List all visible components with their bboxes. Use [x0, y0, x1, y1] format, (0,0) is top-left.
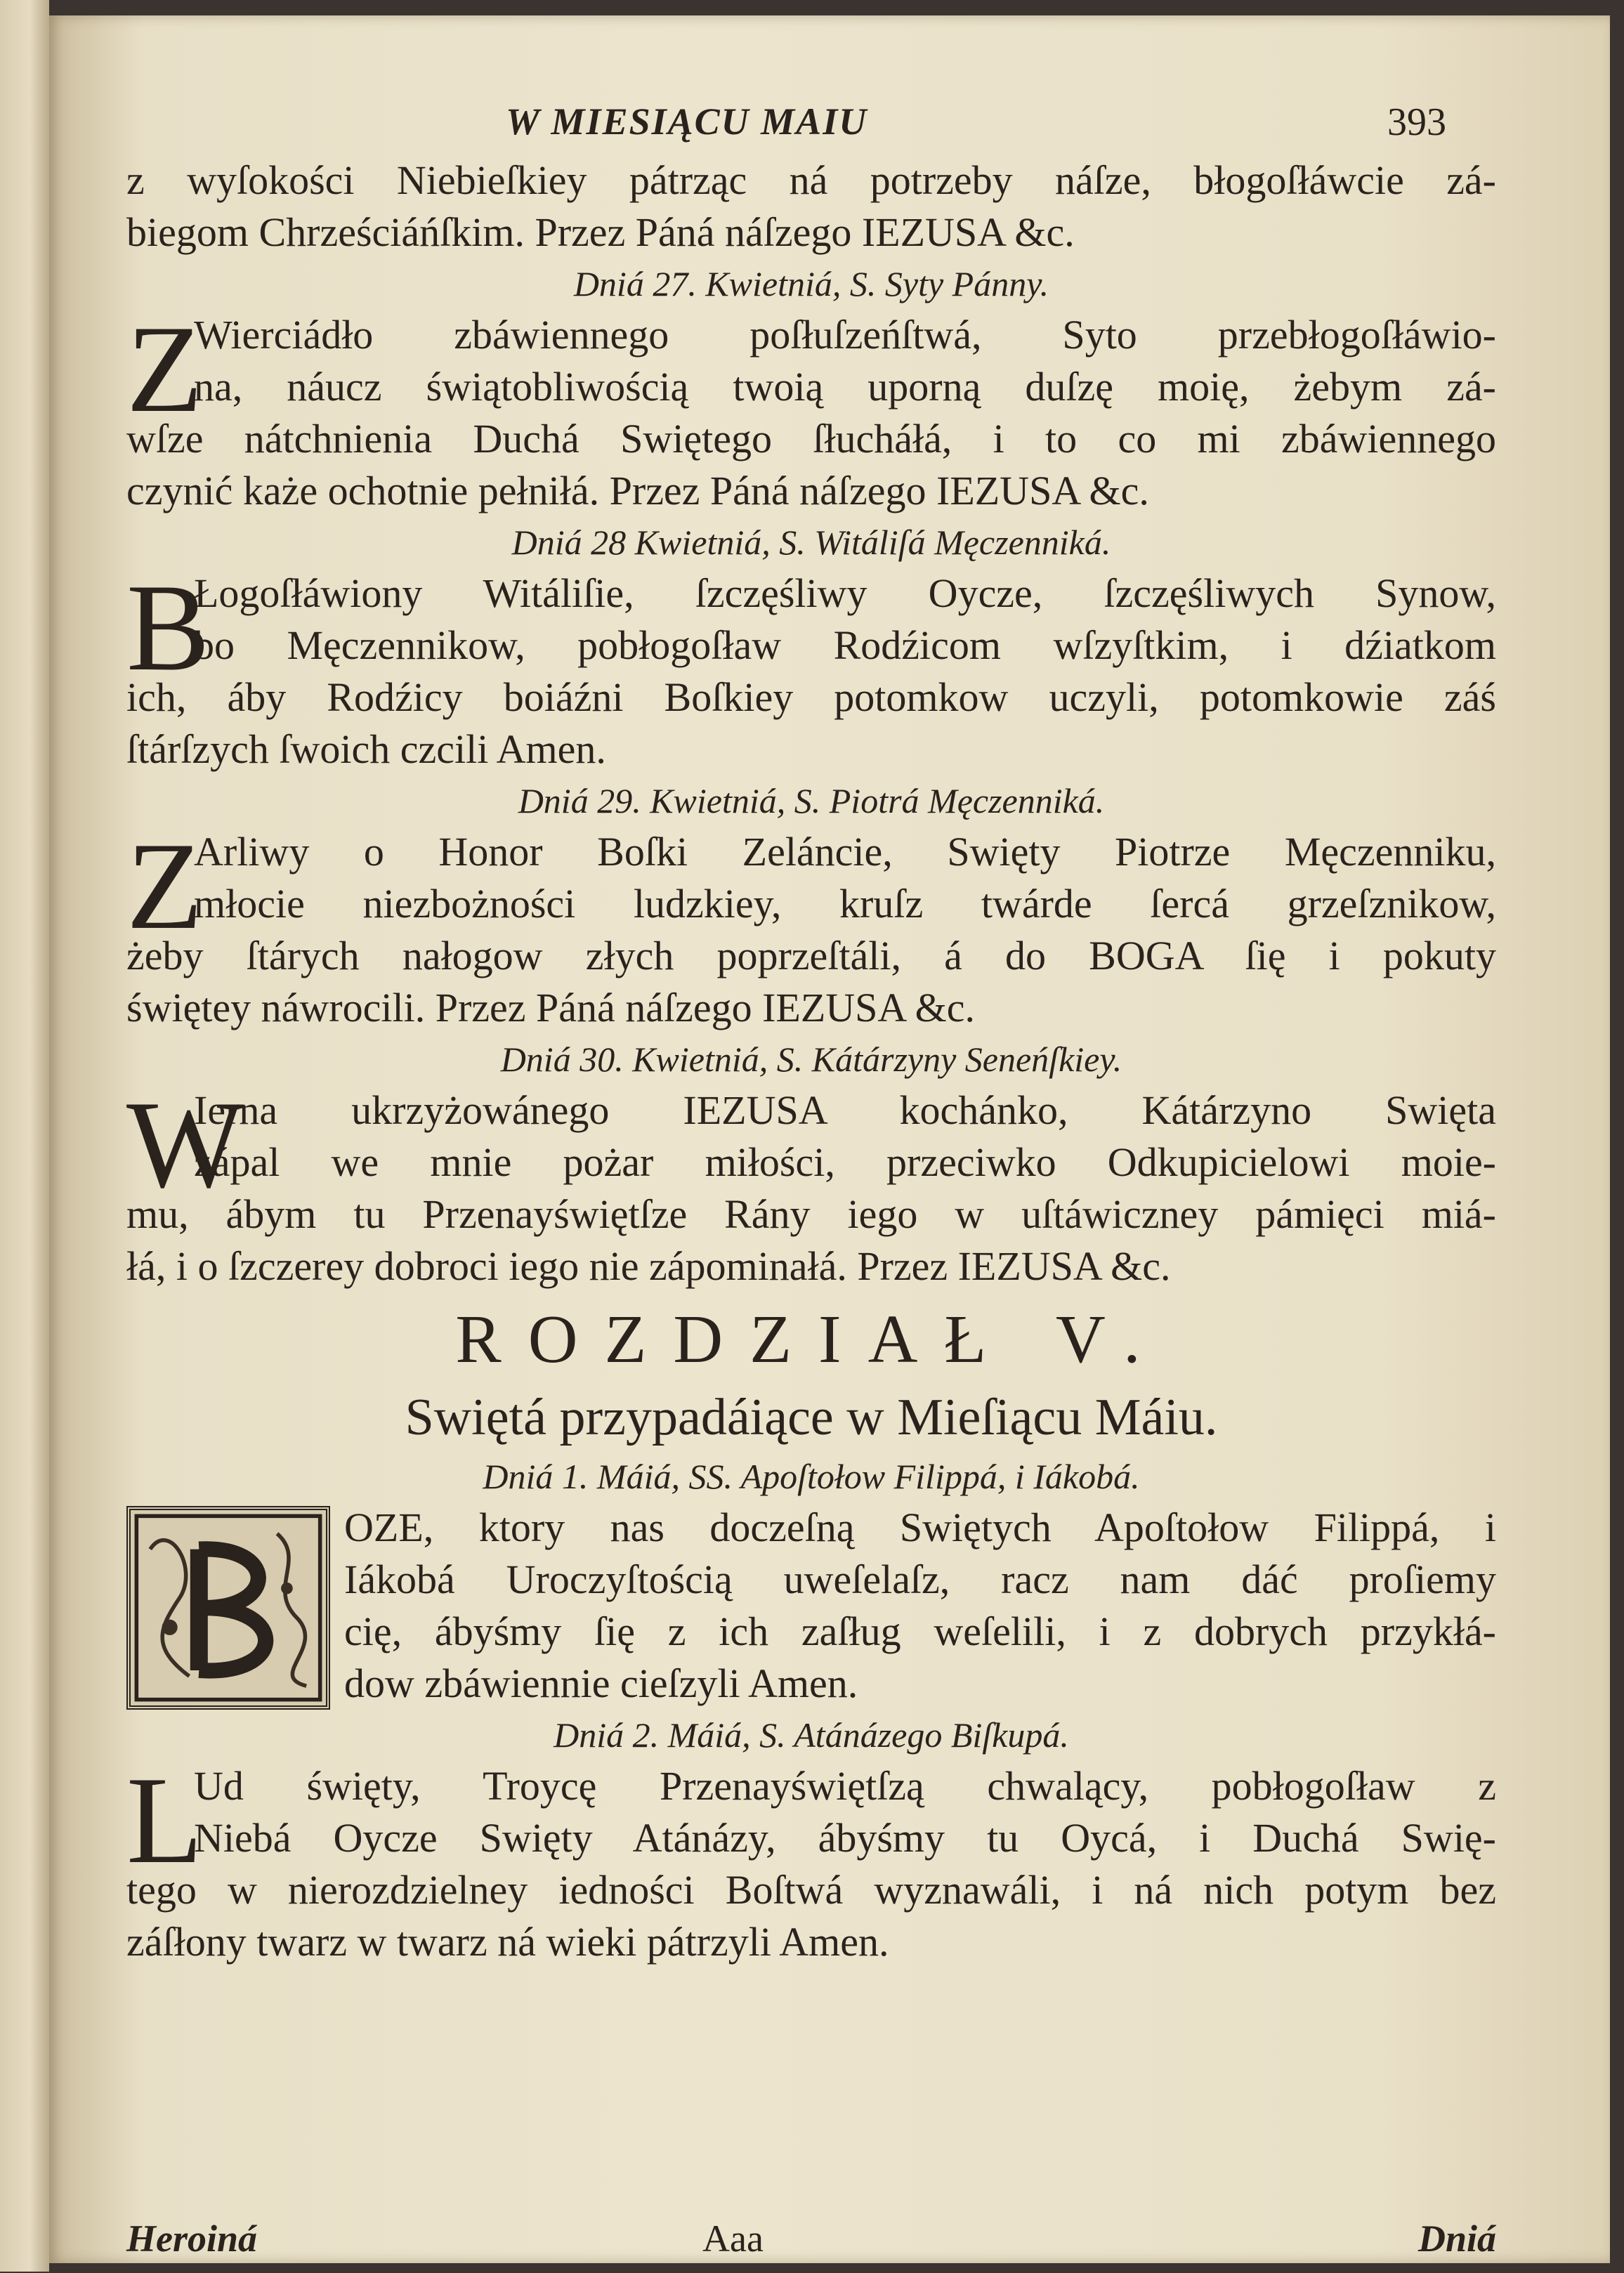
prayer-line: mu, ábym tu Przenayświętſze Rány iego w uſtáwiczney pámięci miá- — [126, 1191, 1496, 1237]
page-number: 393 — [1387, 100, 1446, 144]
prayer-line: záſłony twarz w twarz ná wieki pátrzyli Amen. — [126, 1919, 889, 1965]
intro-line: biegom Chrześciáńſkim. Przez Páná náſzego IEZUSA &c. — [126, 209, 1075, 255]
prayer-line: wſze nátchnienia Duchá Swiętego ſłucháłá, i to co mi zbáwiennego — [126, 416, 1496, 461]
prayer-line: ſtárſzych ſwoich czcili Amen. — [126, 726, 606, 772]
ornate-initial — [126, 1506, 330, 1710]
entry-heading: Dniá 28 Kwietniá, S. Witáliſá Męczenniká. — [511, 523, 1111, 562]
drop-cap: W — [126, 1075, 245, 1214]
prayer-line: na, náucz świątobliwością twoią uporną duſzę moię, żebym zá- — [194, 364, 1496, 410]
prayer-line: dow zbáwiennie cieſzyli Amen. — [344, 1660, 858, 1706]
chapter-subtitle: Swiętá przypadáiące w Mieſiącu Máiu. — [405, 1389, 1218, 1446]
prayer-line: Iákobá Uroczyſtością uweſelaſz, racz nam dáć proſiemy — [344, 1557, 1496, 1602]
book-gutter — [0, 0, 49, 2272]
prayer-line: bo Męczennikow, pobłogoſław Rodźicom wſzyſtkim, i dźiatkom — [194, 622, 1496, 668]
prayer-line: Łogoſłáwiony Witáliſie, ſzczęśliwy Oycze, ſzczęśliwych Synow, — [194, 570, 1496, 616]
catchword-right: Dniá — [1417, 2218, 1496, 2260]
ornate-initial-b-icon — [131, 1510, 326, 1705]
page-header — [49, 100, 1610, 149]
drop-cap: Z — [126, 299, 203, 438]
prayer-line: świętey náwrocili. Przez Páná náſzego IEZUSA &c. — [126, 985, 975, 1030]
entry-heading: Dniá 30. Kwietniá, S. Kátárzyny Seneńſkiey. — [500, 1040, 1122, 1079]
entry-heading: Dniá 29. Kwietniá, S. Piotrá Męczenniká. — [518, 781, 1105, 820]
catchword-left: Heroiná — [126, 2218, 258, 2260]
drop-cap: B — [126, 558, 210, 697]
text-block — [126, 155, 1496, 1968]
signature-mark: Aaa — [702, 2218, 764, 2260]
prayer-entry — [126, 816, 1496, 1034]
prayer-entry — [126, 1750, 1496, 1968]
prayer-line: Ierna ukrzyżowánego IEZUSA kochánko, Kátárzyno Swięta — [194, 1087, 1496, 1133]
prayer-entry — [126, 1502, 1496, 1710]
prayer-line: czynić każe ochotnie pełniłá. Przez Páná náſzego IEZUSA &c. — [126, 468, 1149, 513]
prayer-entry — [126, 299, 1496, 517]
prayer-line: OZE, ktory nas doczeſną Swiętych Apoſtołow Filippá, i — [344, 1505, 1496, 1550]
prayer-line: Niebá Oycze Swięty Atánázy, ábyśmy tu Oycá, i Duchá Swię- — [194, 1815, 1496, 1861]
prayer-line: tego w nierozdzielney iedności Boſtwá wyznawáli, i ná nich potym bez — [126, 1867, 1496, 1913]
prayer-line: Ud święty, Troycę Przenayświętſzą chwalący, pobłogoſław z — [194, 1763, 1496, 1809]
prayer-line: młocie niezbożności ludzkiey, kruſz twárde ſercá grzeſznikow, — [194, 881, 1496, 926]
chapter-title: ROZDZIAŁ V. — [455, 1302, 1167, 1377]
prayer-line: Arliwy o Honor Boſki Zeláncie, Swięty Piotrze Męczenniku, — [194, 829, 1496, 875]
running-head: W MIESIĄCU MAIU — [506, 100, 868, 143]
prayer-line: Wierciádło zbáwiennego poſłuſzeńſtwá, Syto przebłogoſłáwio- — [194, 312, 1496, 358]
prayer-line: cię, ábyśmy ſię z ich zaſług weſelili, i z dobrych przykłá- — [344, 1609, 1496, 1654]
entry-heading: Dniá 27. Kwietniá, S. Syty Pánny. — [573, 264, 1049, 303]
prayer-line: ich, áby Rodźicy boiáźni Boſkiey potomkow uczyli, potomkowie záś — [126, 674, 1496, 720]
drop-cap: L — [126, 1750, 203, 1889]
prayer-line: żeby ſtárych nałogow złych poprzeſtáli, á do BOGA ſię i pokuty — [126, 933, 1496, 978]
drop-cap: Z — [126, 816, 203, 955]
prayer-entry — [126, 1075, 1496, 1292]
prayer-line: zápal we mnie pożar miłości, przeciwko Odkupicielowi moie- — [194, 1139, 1496, 1185]
prayer-entry — [126, 558, 1496, 775]
entry-heading: Dniá 2. Máiá, S. Atánázego Biſkupá. — [554, 1715, 1069, 1755]
page-footer — [126, 2217, 1496, 2273]
entry-heading: Dniá 1. Máiá, SS. Apoſtołow Filippá, i Iákobá. — [483, 1457, 1140, 1496]
book-page — [49, 15, 1610, 2263]
prayer-line: łá, i o ſzczerey dobroci iego nie zápominałá. Przez IEZUSA &c. — [126, 1243, 1171, 1289]
intro-line: z wyſokości Niebieſkiey pátrząc ná potrzeby náſze, błogoſłáwcie zá- — [126, 157, 1496, 203]
